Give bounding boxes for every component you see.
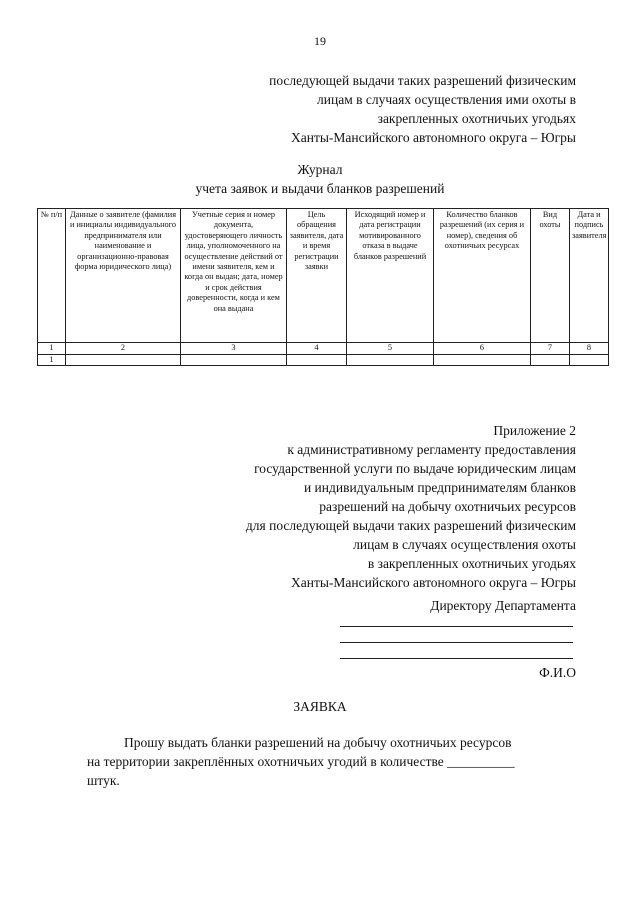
header-cell: Вид охоты [531, 209, 570, 343]
header-cell: Цель обращения заявителя, дата и время регистрации заявки [287, 209, 347, 343]
table-cell [434, 355, 531, 366]
journal-title-line: учета заявок и выдачи бланков разрешений [195, 181, 445, 196]
appendix-line: для последующей выдачи таких разрешений физическим [245, 518, 576, 533]
appendix-line: Приложение 2 [493, 423, 576, 438]
signature-line [340, 642, 573, 643]
page-number: 19 [314, 34, 326, 48]
appendix-line: разрешений на добычу охотничьих ресурсов [319, 499, 576, 514]
table-cell [66, 355, 181, 366]
column-number: 2 [66, 343, 181, 355]
appendix-line: в закрепленных охотничьих угодьях [367, 556, 576, 571]
journal-title [0, 160, 640, 198]
column-number: 4 [287, 343, 347, 355]
column-number: 6 [434, 343, 531, 355]
fio-label: Ф.И.О [539, 665, 576, 680]
column-number: 7 [531, 343, 570, 355]
column-number: 1 [38, 343, 66, 355]
column-number: 8 [570, 343, 609, 355]
column-number-row [38, 343, 609, 355]
header-cell: Данные о заявителе (фамилия и инициалы индивидуального предпринимателя или наименование и организационно-правовая форма юридического лица) [66, 209, 181, 343]
header-cell: Дата и подпись заявителя [570, 209, 609, 343]
table-cell [531, 355, 570, 366]
application-body-line: Прошу выдать бланки разрешений на добычу охотничьих ресурсов [124, 735, 512, 750]
signature-line [340, 658, 573, 659]
application-heading: ЗАЯВКА [293, 699, 347, 714]
top-line: последующей выдачи таких разрешений физическим [269, 73, 576, 88]
table-cell [287, 355, 347, 366]
appendix-block [246, 421, 576, 592]
application-body-line: штук. [87, 773, 120, 788]
appendix-line: к административному регламенту предоставления [287, 442, 576, 457]
table-cell [181, 355, 287, 366]
table-row [38, 355, 609, 366]
application-body-line: на территории закреплённых охотничьих угодий в количестве __________ [87, 754, 515, 769]
header-cell: Исходящий номер и дата регистрации мотивированного отказа в выдаче бланков разрешений [347, 209, 434, 343]
column-number: 5 [347, 343, 434, 355]
addressee-director: Директору Департамента [430, 598, 576, 613]
appendix-line: и индивидуальным предпринимателям бланков [303, 480, 576, 495]
header-cell: Количество бланков разрешений (их серия и номер), сведения об охотничьих ресурсах [434, 209, 531, 343]
column-number: 3 [181, 343, 287, 355]
header-cell: № п/п [38, 209, 66, 343]
top-line: лицам в случаях осуществления ими охоты в [317, 92, 576, 107]
header-cell: Учетные серия и номер документа, удостоверяющего личность лица, уполномоченного на осуществление действий от имени заявителя, кем и когда он выдан; дата, номер и срок действия доверенности, когда и кем она выдана [181, 209, 287, 343]
top-line: Ханты-Мансийского автономного округа – Югры [291, 130, 576, 145]
table-cell [570, 355, 609, 366]
journal-title-line: Журнал [297, 162, 343, 177]
appendix-line: лицам в случаях осуществления охоты [353, 537, 576, 552]
appendix-line: государственной услуги по выдаче юридическим лицам [254, 461, 576, 476]
table-cell: 1 [38, 355, 66, 366]
top-line: закрепленных охотничьих угодьях [377, 111, 576, 126]
journal-header-row [38, 209, 609, 343]
signature-line [340, 626, 573, 627]
top-continuation-block [269, 71, 576, 147]
appendix-line: Ханты-Мансийского автономного округа – Югры [291, 575, 576, 590]
table-cell [347, 355, 434, 366]
journal-table [37, 208, 609, 366]
